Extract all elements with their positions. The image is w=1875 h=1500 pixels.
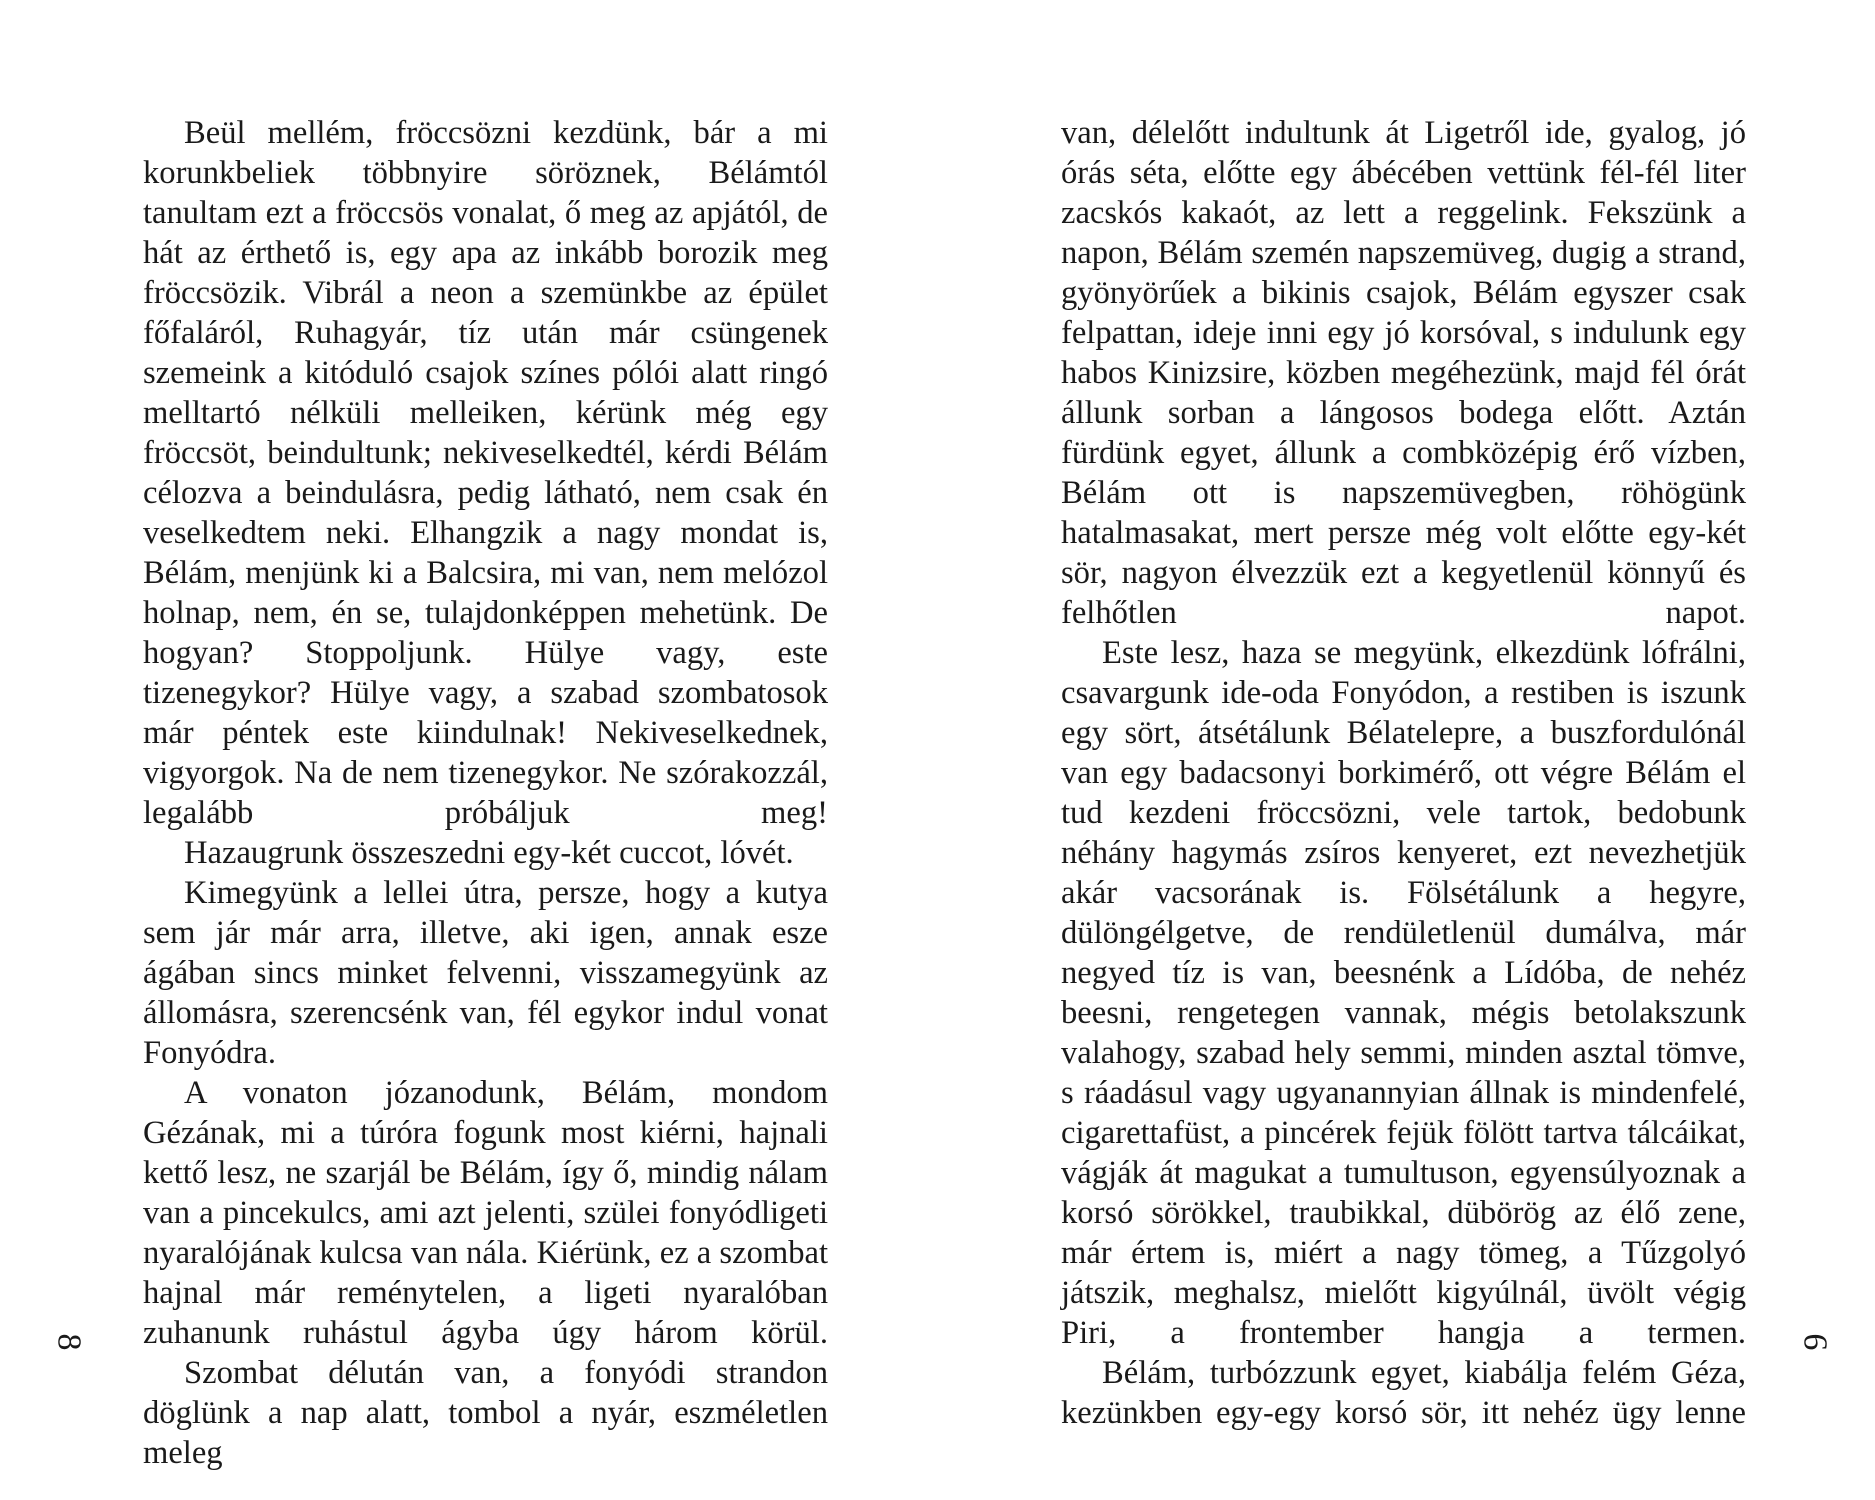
paragraph: A vonaton józanodunk, Bélám, mondom Gézának, mi a túróra fogunk most kiérni, hajnali kettő lesz, ne szarjál be Bélám, így ő, mindig nálam van a pincekulcs, ami azt jelenti, szülei fonyódligeti nyaralójának kulcsa van nála. Kiérünk, ez a szombat hajnal már reménytelen, a ligeti nyaralóban zuhanunk ruhástul ágyba úgy három körül.: [143, 1075, 828, 1351]
left-page-text: [143, 113, 828, 1473]
page-number-left: 8: [50, 1333, 88, 1351]
paragraph: Beül mellém, fröccsözni kezdünk, bár a mi korunkbeliek többnyire söröznek, Bélámtól tanultam ezt a fröccsös vonalat, ő meg az apjától, de hát az érthető is, egy apa az inkább borozik meg fröccsözik. Vibrál a neon a szemünkbe az épület főfaláról, Ruhagyár, tíz után már csüngenek szemeink a kitóduló csajok színes pólói alatt ringó melltartó nélküli melleiken, kérünk még egy fröccsöt, beindultunk; nekiveselkedtél, kérdi Bélám célozva a beindulásra, pedig látható, nem csak én veselkedtem neki. Elhangzik a nagy mondat is, Bélám, menjünk ki a Balcsira, mi van, nem melózol holnap, nem, én se, tulajdonképpen mehetünk. De hogyan? Stoppoljunk. Hülye vagy, este tizenegykor? Hülye vagy, a szabad szombatosok már péntek este kiindulnak! Nekiveselkednek, vigyorgok. Na de nem tizenegykor. Ne szórakozzál, legalább próbáljuk meg!: [143, 115, 828, 831]
paragraph: Hazaugrunk összeszedni egy-két cuccot, lóvét.: [184, 835, 794, 871]
paragraph: van, délelőtt indultunk át Ligetről ide, gyalog, jó órás séta, előtte egy ábécében vettünk fél-fél liter zacskós kakaót, az lett a reggelink. Fekszünk a napon, Bélám szemén napszemüveg, dugig a strand, gyönyörűek a bikinis csajok, Bélám egyszer csak felpattan, ideje inni egy jó korsóval, s indulunk egy habos Kinizsire, közben megéhezünk, majd fél órát állunk sorban a lángosos bodega előtt. Aztán fürdünk egyet, állunk a combközépig érő vízben, Bélám ott is napszemüvegben, röhögünk hatalmasakat, mert persze még volt előtte egy-két sör, nagyon élvezzük ezt a kegyetlenül könnyű és felhőtlen napot.: [1061, 115, 1746, 631]
right-page-text: [1061, 113, 1746, 1433]
page-number-right: 9: [1797, 1333, 1835, 1351]
paragraph: Este lesz, haza se megyünk, elkezdünk lófrálni, csavargunk ide-oda Fonyódon, a restiben is iszunk egy sört, átsétálunk Bélatelepre, a buszfordulónál van egy badacsonyi borkimérő, ott végre Bélám el tud kezdeni fröccsözni, vele tartok, bedobunk néhány hagymás zsíros kenyeret, ezt nevezhetjük akár vacsorának is. Fölsétálunk a hegyre, dülöngélgetve, de rendületlenül dumálva, már negyed tíz is van, beesnénk a Lídóba, de nehéz beesni, rengetegen vannak, mégis betolakszunk valahogy, szabad hely semmi, minden asztal tömve, s ráadásul vagy ugyanannyian állnak is mindenfelé, cigarettafüst, a pincérek fejük fölött tartva tálcáikat, vágják át magukat a tumultuson, egyensúlyoznak a korsó sörökkel, traubikkal, dübörög az élő zene, már értem is, miért a nagy tömeg, a Tűzgolyó játszik, meghalsz, mielőtt kigyúlnál, üvölt végig Piri, a frontember hangja a termen.: [1061, 635, 1746, 1351]
paragraph: Szombat délután van, a fonyódi strandon döglünk a nap alatt, tombol a nyár, eszméletlen meleg: [143, 1355, 828, 1471]
paragraph: Kimegyünk a lellei útra, persze, hogy a kutya sem jár már arra, illetve, aki igen, annak esze ágában sincs minket felvenni, visszamegyünk az állomásra, szerencsénk van, fél egykor indul vonat Fonyódra.: [143, 875, 828, 1071]
paragraph: Bélám, turbózzunk egyet, kiabálja felém Géza, kezünkben egy-egy korsó sör, itt nehéz ügy lenne: [1061, 1355, 1746, 1431]
